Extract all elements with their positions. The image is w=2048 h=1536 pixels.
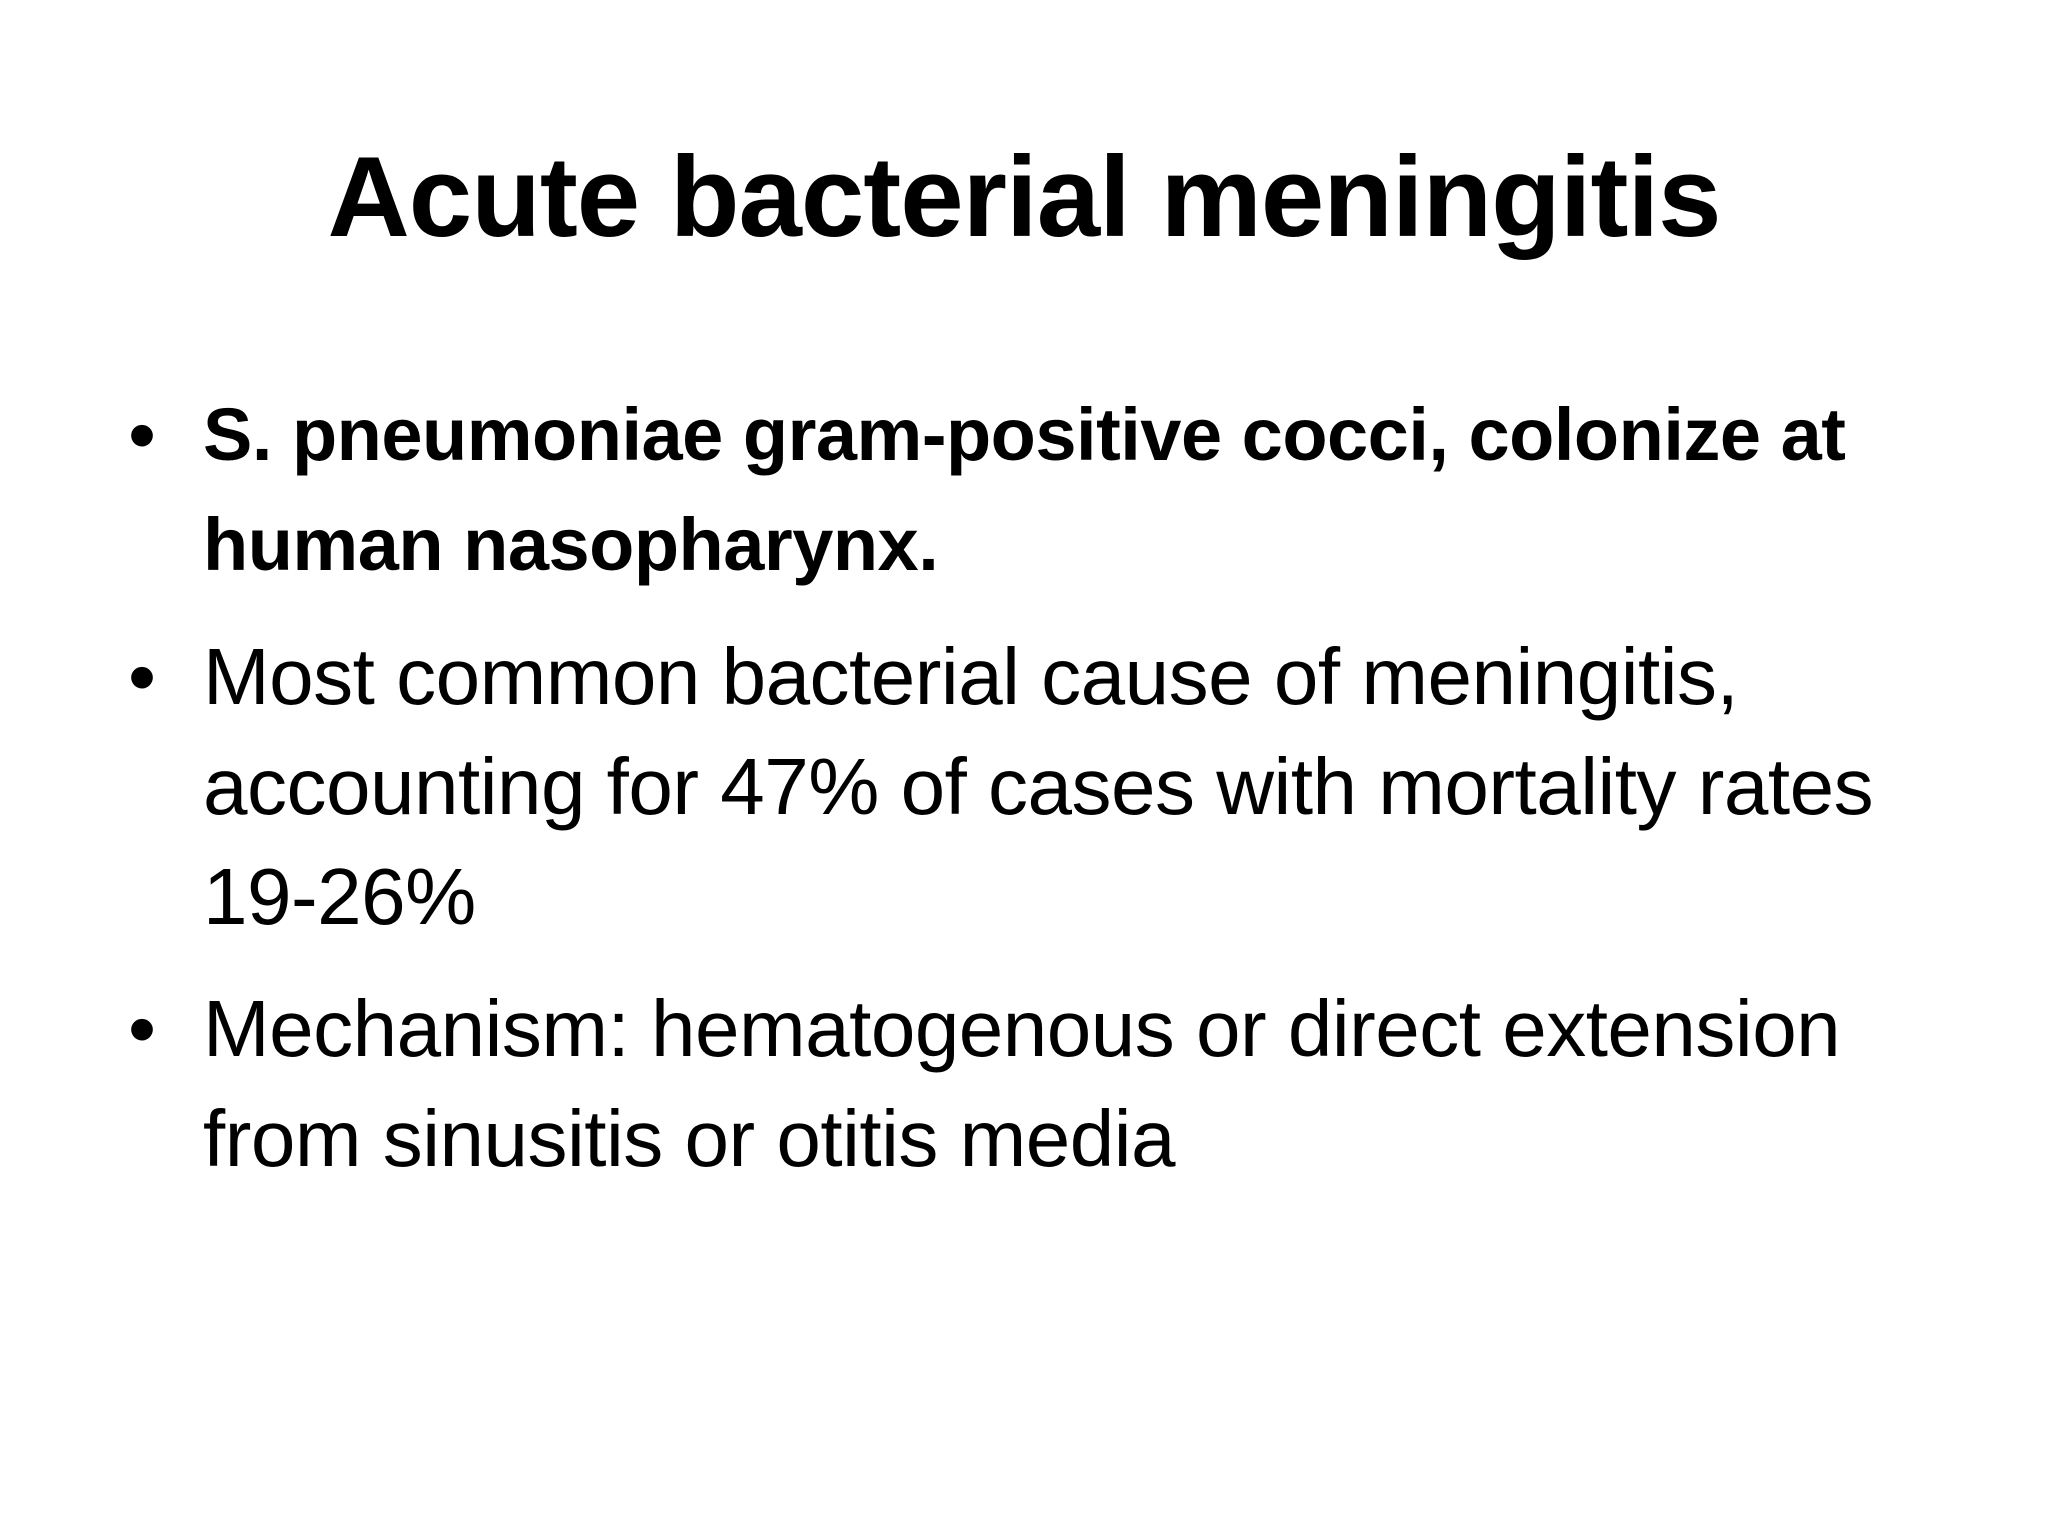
bullet-text: Most common bacterial cause of meningitis, accounting for 47% of cases with mortality rates 19-26%	[203, 632, 1874, 941]
bullet-icon: •	[128, 632, 156, 721]
bullet-item-mechanism	[128, 974, 1918, 1194]
bullet-item-pathogen	[128, 380, 1918, 600]
bullet-text: S. pneumoniae gram-positive cocci, colonize at human nasopharynx.	[203, 393, 1846, 586]
bullet-text: Mechanism: hematogenous or direct extension from sinusitis or otitis media	[203, 984, 1841, 1183]
bullet-item-epidemiology	[128, 622, 1918, 952]
bullet-icon: •	[128, 390, 156, 479]
bullet-list	[128, 380, 1918, 1216]
slide-title: Acute bacterial meningitis	[327, 134, 1721, 261]
bullet-icon: •	[128, 984, 156, 1073]
